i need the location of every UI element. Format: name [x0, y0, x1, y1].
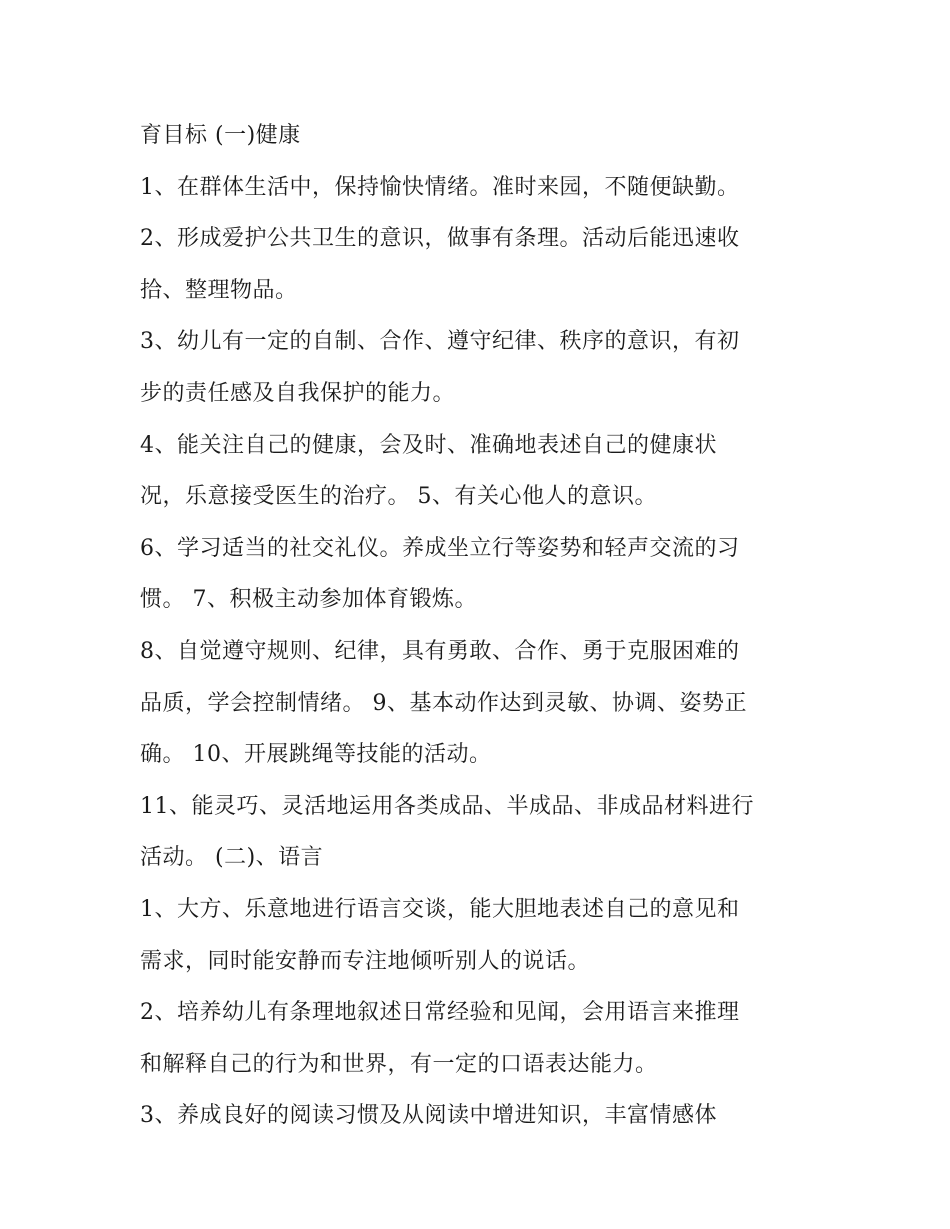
- text-line: 确。 10、开展跳绳等技能的活动。: [140, 742, 492, 768]
- text-line: 和解释自己的行为和世界，有一定的口语表达能力。: [140, 1051, 658, 1077]
- text-line: 4、能关注自己的健康，会及时、准确地表述自己的健康状: [140, 432, 717, 458]
- text-line: 惯。 7、积极主动参加体育锻炼。: [140, 587, 477, 613]
- text-line: 3、养成良好的阅读习惯及从阅读中增进知识，丰富情感体: [140, 1103, 717, 1129]
- text-line: 8、自觉遵守规则、纪律，具有勇敢、合作、勇于克服困难的: [140, 638, 740, 664]
- text-line: 6、学习适当的社交礼仪。养成坐立行等姿势和轻声交流的习: [140, 535, 740, 561]
- text-line: 步的责任感及自我保护的能力。: [140, 380, 456, 406]
- document-body: [140, 110, 820, 1142]
- text-line: 1、大方、乐意地进行语言交谈，能大胆地表述自己的意见和: [140, 896, 740, 922]
- text-line-section: 活动。 (二)、语言: [140, 845, 324, 871]
- text-line: 品质，学会控制情绪。 9、基本动作达到灵敏、协调、姿势正: [140, 690, 747, 716]
- text-line: 1、在群体生活中，保持愉快情绪。准时来园，不随便缺勤。: [140, 174, 740, 200]
- text-line: 2、形成爱护公共卫生的意识，做事有条理。活动后能迅速收: [140, 226, 740, 252]
- text-line: 3、幼儿有一定的自制、合作、遵守纪律、秩序的意识，有初: [140, 329, 740, 355]
- text-line: 11、能灵巧、灵活地运用各类成品、半成品、非成品材料进行: [140, 793, 754, 819]
- text-line-heading: 育目标 (一)健康: [140, 123, 301, 148]
- text-line: 况，乐意接受医生的治疗。 5、有关心他人的意识。: [140, 484, 657, 510]
- text-line: 2、培养幼儿有条理地叙述日常经验和见闻，会用语言来推理: [140, 1000, 740, 1026]
- text-line: 拾、整理物品。: [140, 277, 298, 303]
- text-line: 需求，同时能安静而专注地倾听别人的说话。: [140, 948, 591, 974]
